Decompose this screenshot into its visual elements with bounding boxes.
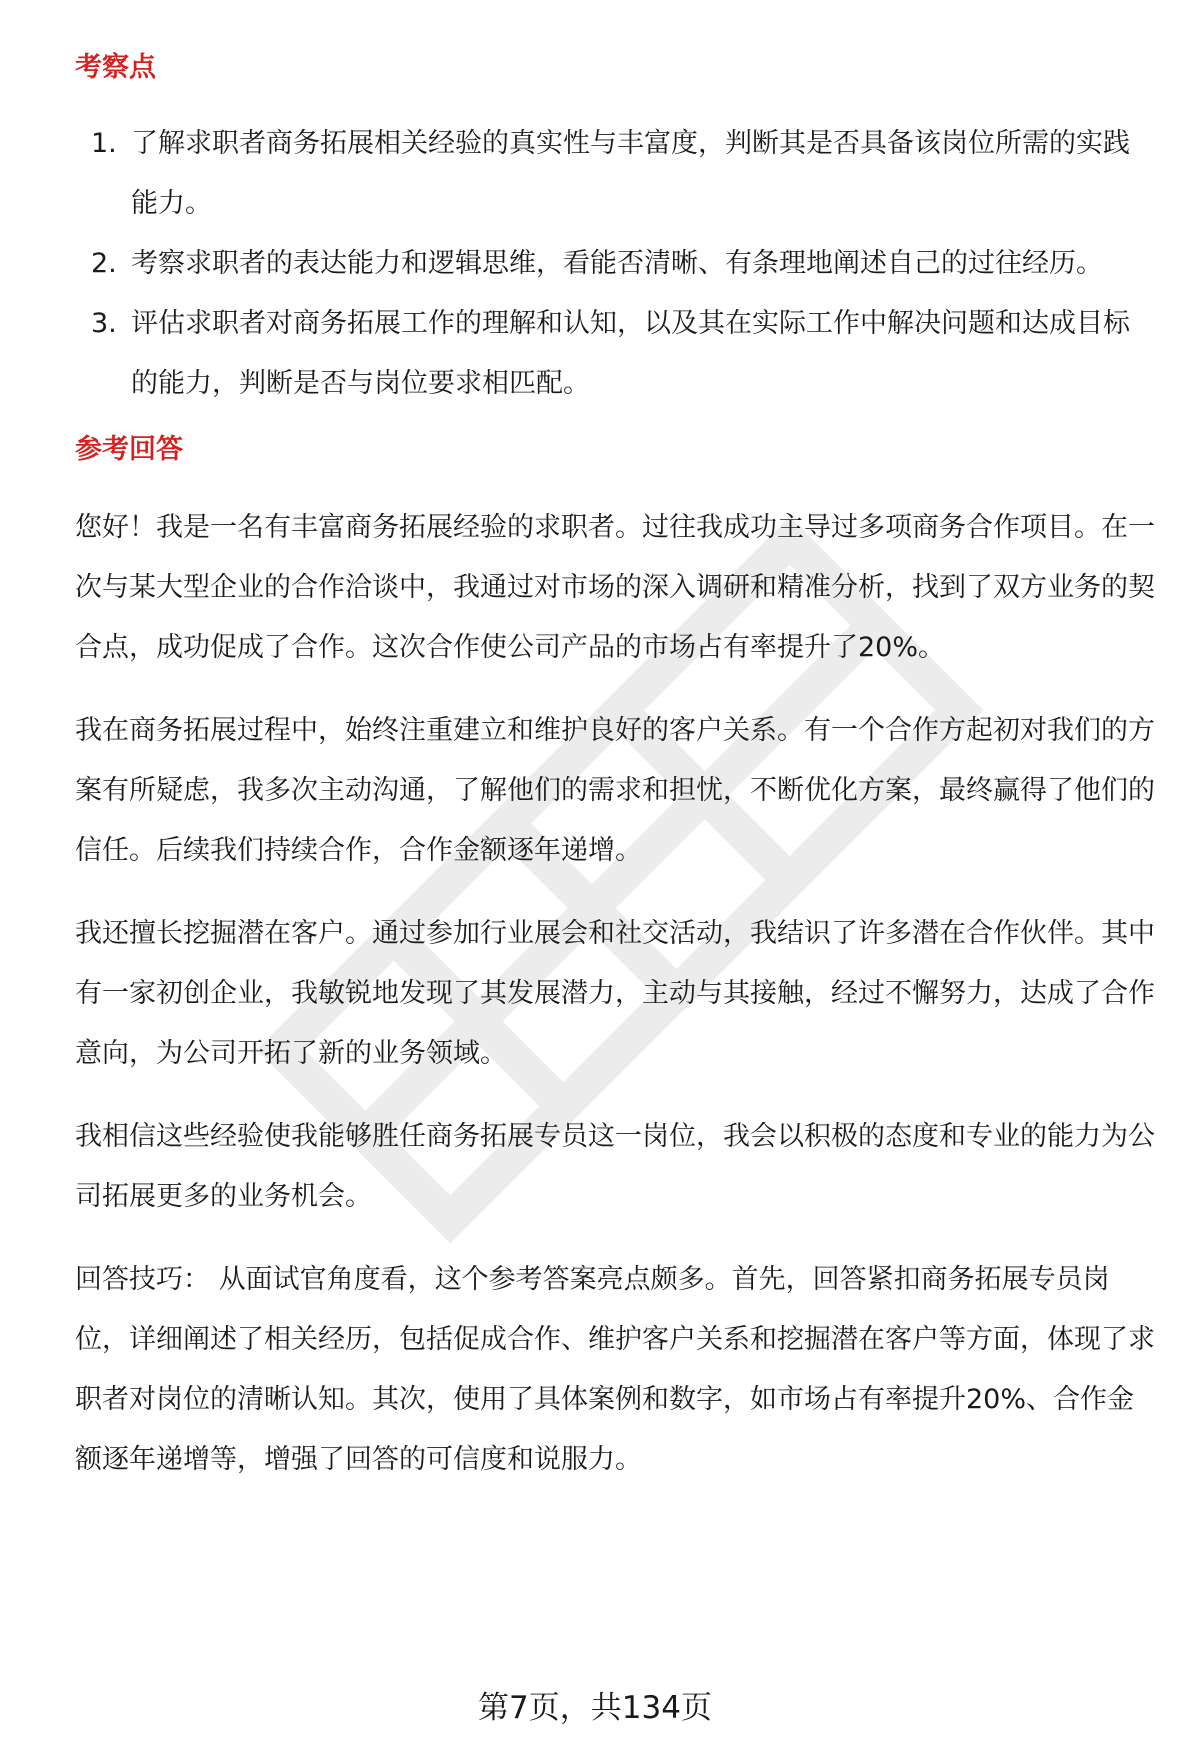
answer-tips-paragraph: 回答技巧： 从面试官角度看，这个参考答案亮点颇多。首先，回答紧扣商务拓展专员岗位，详细阐述了相关经历，包括促成合作、维护客户关系和挖掘潜在客户等方面，体现了求职者对岗位的清晰认知。其次，使用了具体案例和数字，如市场占有率提升20%、合作金额逐年递增等，增强了回答的可信度和说服力。 <box>75 1264 1155 1475</box>
main-content <box>75 48 1155 1490</box>
list-text: 评估求职者对商务拓展工作的理解和认知，以及其在实际工作中解决问题和达成目标的能力，判断是否与岗位要求相匹配。 <box>131 308 1130 399</box>
list-item <box>75 234 1155 294</box>
section-heading-answer: 参考回答 <box>75 434 183 465</box>
list-item <box>75 114 1155 234</box>
list-number: 1. <box>91 128 117 159</box>
list-text: 了解求职者商务拓展相关经验的真实性与丰富度，判断其是否具备该岗位所需的实践能力。 <box>131 128 1130 219</box>
list-number: 2. <box>91 248 117 279</box>
answer-paragraph: 您好！我是一名有丰富商务拓展经验的求职者。过往我成功主导过多项商务合作项目。在一次与某大型企业的合作洽谈中，我通过对市场的深入调研和精准分析，找到了双方业务的契合点，成功促成了合作。这次合作使公司产品的市场占有率提升了20%。 <box>75 512 1155 663</box>
list-item <box>75 294 1155 414</box>
page-number: 第7页，共134页 <box>478 1690 712 1726</box>
points-list <box>75 114 1155 414</box>
section-heading-points: 考察点 <box>75 52 156 83</box>
answer-paragraph: 我相信这些经验使我能够胜任商务拓展专员这一岗位，我会以积极的态度和专业的能力为公司拓展更多的业务机会。 <box>75 1121 1155 1212</box>
answer-paragraph: 我还擅长挖掘潜在客户。通过参加行业展会和社交活动，我结识了许多潜在合作伙伴。其中有一家初创企业，我敏锐地发现了其发展潜力，主动与其接触，经过不懈努力，达成了合作意向，为公司开拓了新的业务领域。 <box>75 918 1155 1069</box>
list-number: 3. <box>91 308 117 339</box>
list-text: 考察求职者的表达能力和逻辑思维，看能否清晰、有条理地阐述自己的过往经历。 <box>131 248 1103 279</box>
answer-paragraph: 我在商务拓展过程中，始终注重建立和维护良好的客户关系。有一个合作方起初对我们的方案有所疑虑，我多次主动沟通，了解他们的需求和担忧，不断优化方案，最终赢得了他们的信任。后续我们持续合作，合作金额逐年递增。 <box>75 715 1155 866</box>
